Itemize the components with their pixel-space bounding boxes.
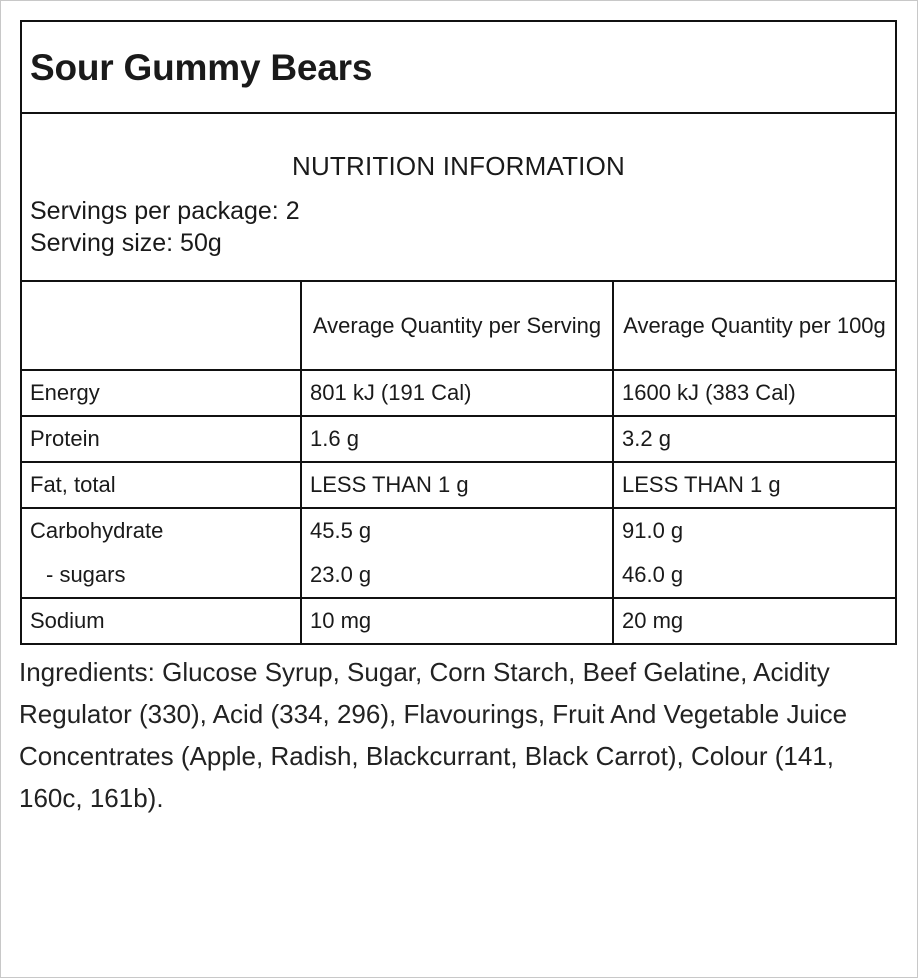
per-100g-value: 20 mg	[613, 598, 895, 643]
per-100g-value: 46.0 g	[622, 562, 684, 587]
ingredients-text: Ingredients: Glucose Syrup, Sugar, Corn Starch, Beef Gelatine, Acidity Regulator (330), Acid (334, 296), Flavourings, Fruit And Vegetable Juice Concentrates (Apple, Radish, Blackcurrant, Black Carrot), Colour (141, 160c, 161b).	[19, 657, 848, 813]
header-per-100g: Average Quantity per 100g	[613, 282, 895, 370]
nutrient-name: Energy	[22, 370, 301, 416]
table-header-row	[22, 282, 895, 370]
per-serving-group	[301, 508, 613, 598]
header-per-serving: Average Quantity per Serving	[301, 282, 613, 370]
nutrition-heading: NUTRITION INFORMATION	[291, 151, 626, 181]
table-row	[22, 462, 895, 508]
nutrient-name-group	[22, 508, 301, 598]
per-100g-group	[613, 508, 895, 598]
table-row	[22, 508, 895, 598]
header-blank	[22, 282, 301, 370]
per-serving-value: 801 kJ (191 Cal)	[301, 370, 613, 416]
per-serving-value: LESS THAN 1 g	[301, 462, 613, 508]
per-serving-value: 23.0 g	[310, 562, 372, 587]
per-100g-value: 91.0 g	[622, 518, 684, 543]
nutrient-subname: - sugars	[46, 562, 126, 587]
per-serving-value: 45.5 g	[310, 518, 372, 543]
nutrition-info-header	[22, 114, 895, 282]
per-100g-value: 3.2 g	[613, 416, 895, 462]
product-title: Sour Gummy Bears	[22, 22, 895, 114]
serving-size: Serving size: 50g	[30, 229, 222, 257]
servings-per-package: Servings per package: 2	[30, 197, 300, 225]
nutrient-name: Fat, total	[22, 462, 301, 508]
table-row	[22, 370, 895, 416]
per-serving-value: 1.6 g	[301, 416, 613, 462]
nutrition-table	[22, 282, 895, 643]
per-100g-value: 1600 kJ (383 Cal)	[613, 370, 895, 416]
table-row	[22, 598, 895, 643]
nutrient-name: Carbohydrate	[30, 518, 164, 543]
per-100g-value: LESS THAN 1 g	[613, 462, 895, 508]
nutrient-name: Protein	[22, 416, 301, 462]
nutrition-panel	[20, 20, 897, 645]
nutrient-name: Sodium	[22, 598, 301, 643]
per-serving-value: 10 mg	[301, 598, 613, 643]
table-row	[22, 416, 895, 462]
